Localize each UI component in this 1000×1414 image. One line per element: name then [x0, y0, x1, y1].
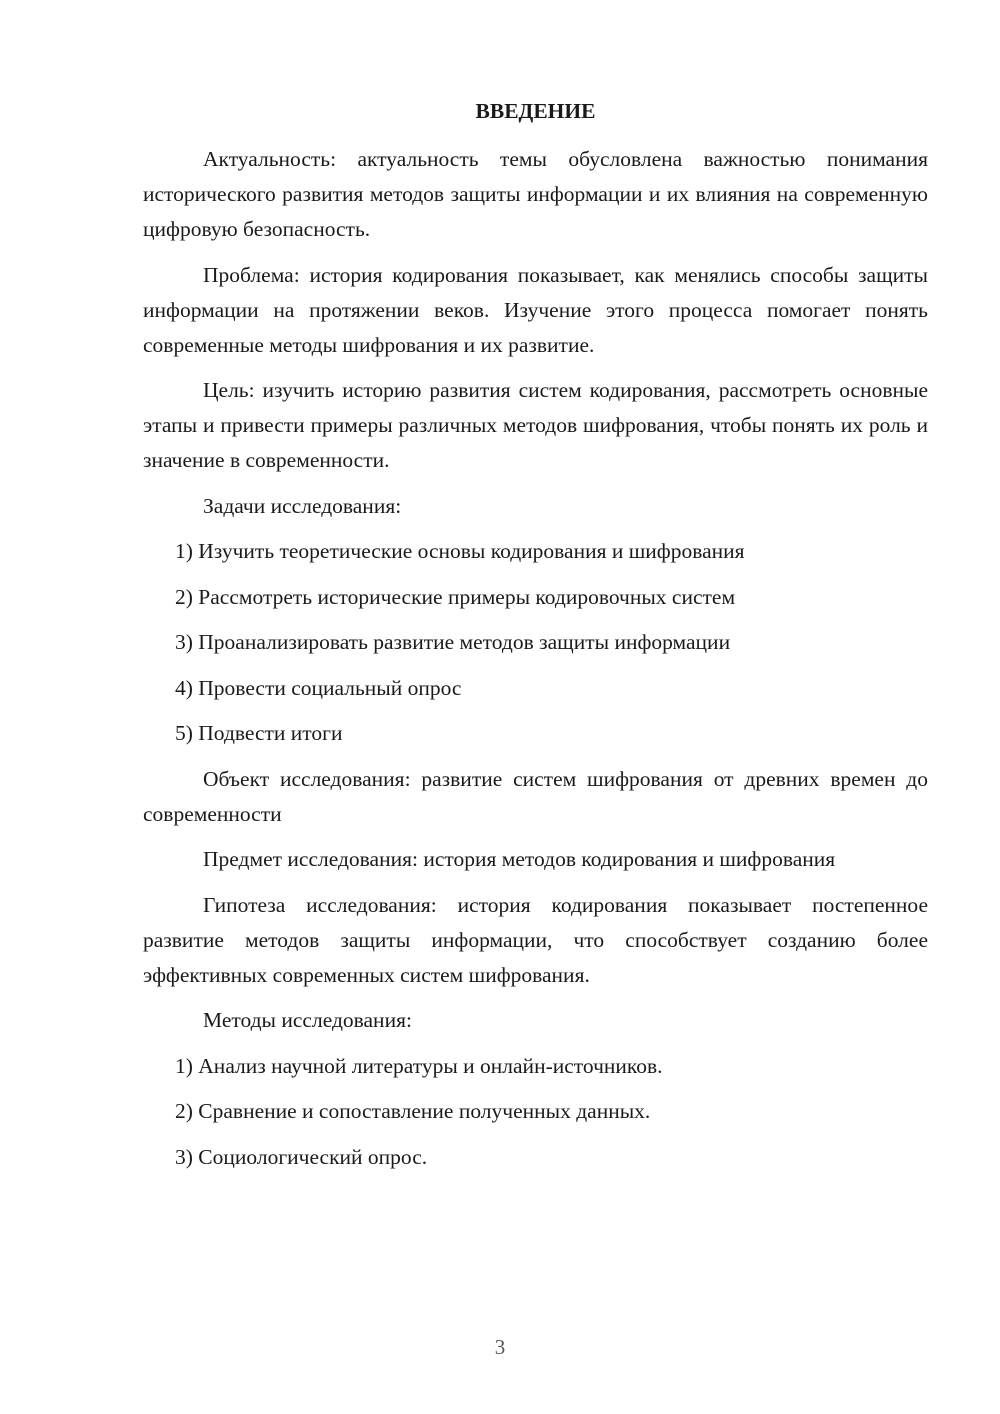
document-body: [143, 142, 928, 1185]
list-item: 2) Сравнение и сопоставление полученных данных.: [175, 1099, 651, 1123]
tasks-list: [143, 534, 928, 751]
list-item: 3) Проанализировать развитие методов защиты информации: [175, 630, 731, 654]
paragraph-goal: Цель: изучить историю развития систем кодирования, рассмотреть основные этапы и привести примеры различных методов шифрования, чтобы понять их роль и значение в современности.: [143, 378, 928, 472]
list-item: 1) Анализ научной литературы и онлайн-источников.: [175, 1053, 663, 1078]
list-item: 5) Подвести итоги: [175, 721, 343, 745]
paragraph-object: Объект исследования: развитие систем шифрования от древних времен до современности: [143, 766, 928, 826]
methods-list: [143, 1049, 928, 1175]
paragraph-subject: Предмет исследования: история методов кодирования и шифрования: [203, 847, 836, 871]
tasks-heading: Задачи исследования:: [203, 493, 402, 518]
list-item: 3) Социологический опрос.: [175, 1144, 428, 1169]
list-item: 2) Рассмотреть исторические примеры кодировочных систем: [175, 584, 736, 609]
list-item: 4) Провести социальный опрос: [175, 675, 462, 700]
paragraph-relevance: Актуальность: актуальность темы обусловлена важностью понимания исторического развития методов защиты информации и их влияния на современную цифровую безопасность.: [143, 147, 928, 241]
section-title: ВВЕДЕНИЕ: [475, 99, 596, 123]
paragraph-problem: Проблема: история кодирования показывает, как менялись способы защиты информации на протяжении веков. Изучение этого процесса помогает понять современные методы шифрования и их развитие.: [143, 262, 928, 357]
paragraph-hypothesis: Гипотеза исследования: история кодирования показывает постепенное развитие методов защиты информации, что способствует созданию более эффективных современных систем шифрования.: [143, 892, 928, 987]
page-number: 3: [494, 1335, 506, 1359]
list-item: 1) Изучить теоретические основы кодирования и шифрования: [175, 539, 745, 563]
methods-heading: Методы исследования:: [203, 1008, 412, 1032]
